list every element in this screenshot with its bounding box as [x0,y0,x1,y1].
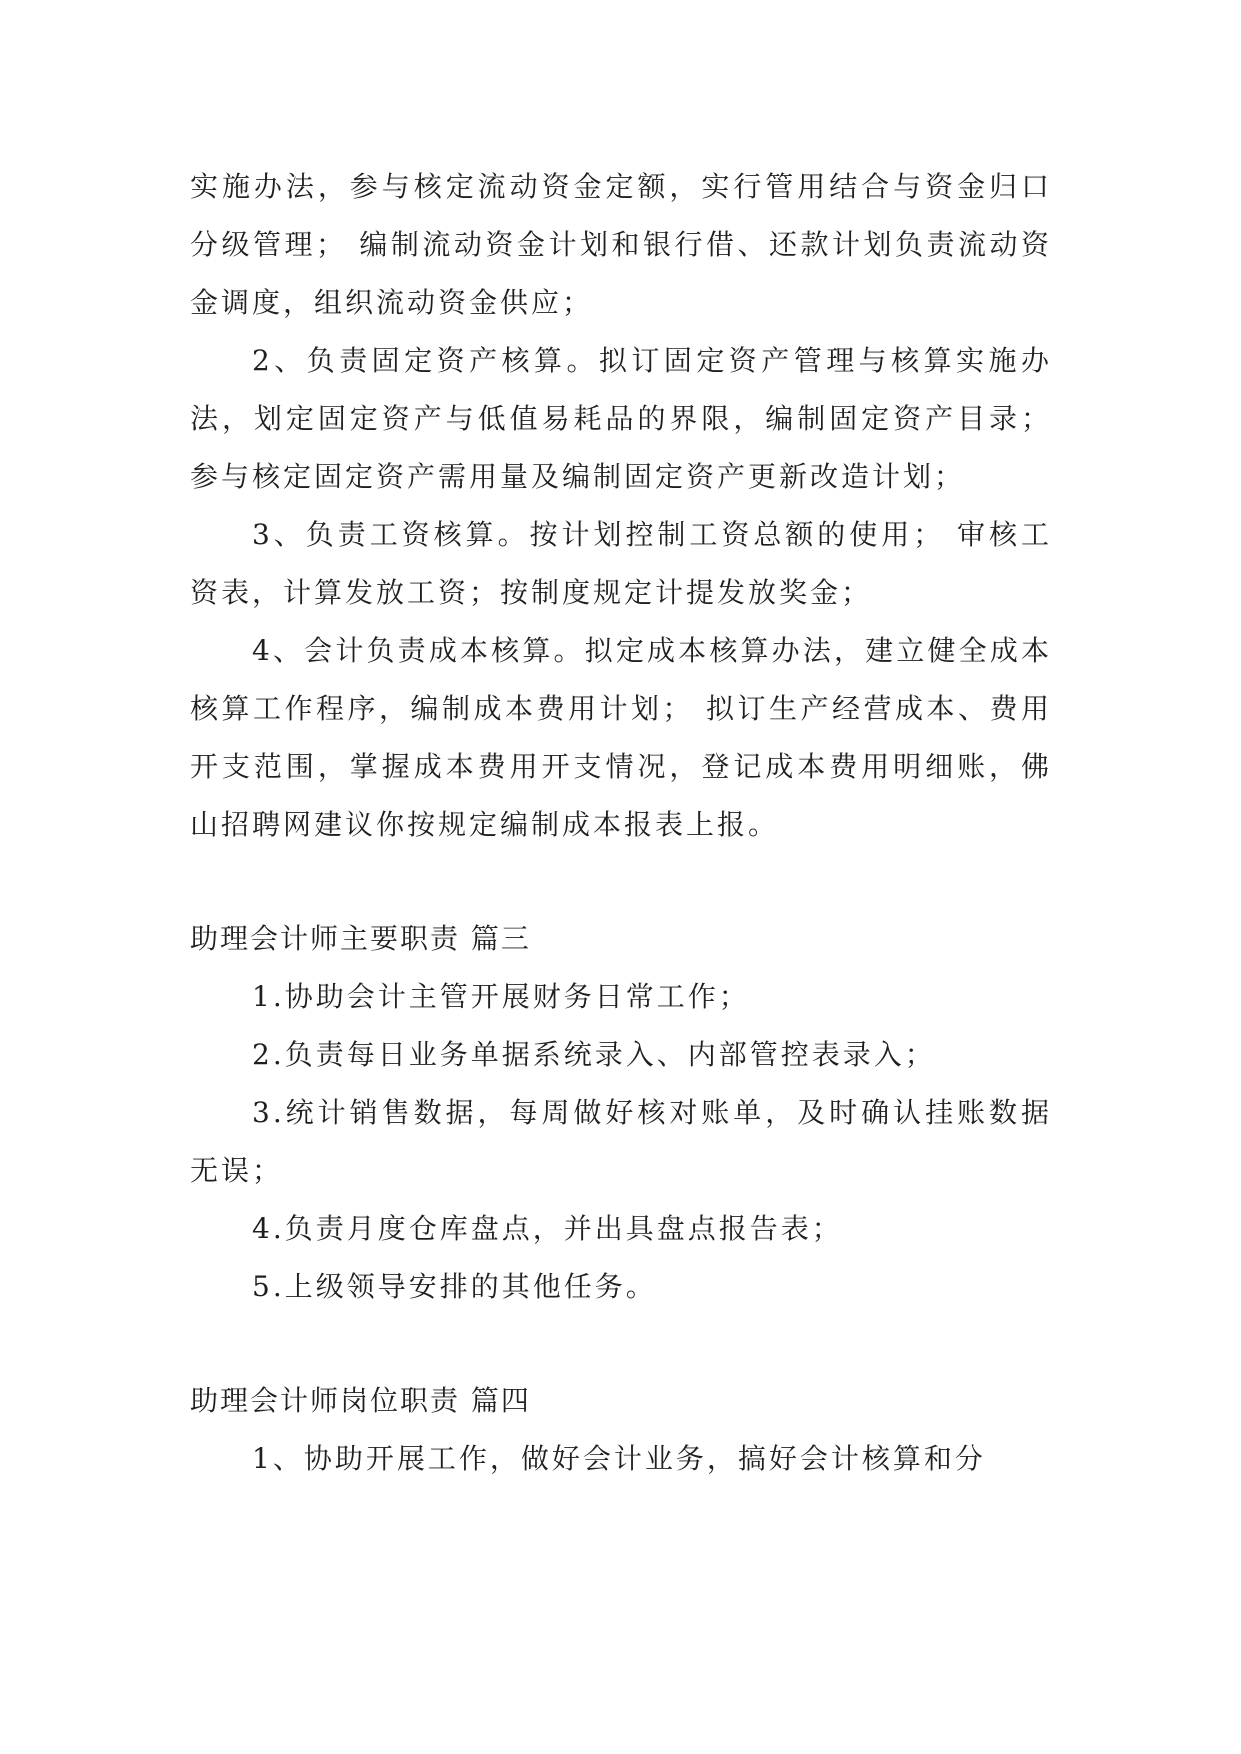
paragraph-continuation: 实施办法，参与核定流动资金定额，实行管用结合与资金归口分级管理； 编制流动资金计划和银行借、还款计划负责流动资金调度，组织流动资金供应； [190,170,1052,319]
section-gap [190,1316,1052,1372]
section-heading-3: 助理会计师主要职责 篇三 [190,922,531,955]
list-item: 2.负责每日业务单据系统录入、内部管控表录入； [252,1038,936,1071]
paragraph-wages: 3、负责工资核算。按计划控制工资总额的使用； 审核工资表，计算发放工资；按制度规定计提发放奖金； [190,518,1052,609]
paragraph-cost-accounting: 4、会计负责成本核算。拟定成本核算办法，建立健全成本核算工作程序，编制成本费用计划； 拟订生产经营成本、费用开支范围，掌握成本费用开支情况，登记成本费用明细账，佛山招聘网建议你按规定编制成本报表上报。 [190,634,1052,841]
list-item: 3.统计销售数据，每周做好核对账单，及时确认挂账数据无误； [190,1096,1052,1187]
list-item: 1.协助会计主管开展财务日常工作； [252,980,750,1013]
document-body [190,158,1052,1488]
section-heading-4: 助理会计师岗位职责 篇四 [190,1384,531,1417]
list-item: 5.上级领导安排的其他任务。 [252,1270,657,1303]
list-item: 1、协助开展工作，做好会计业务，搞好会计核算和分 [252,1442,986,1475]
paragraph-fixed-assets: 2、负责固定资产核算。拟订固定资产管理与核算实施办法，划定固定资产与低值易耗品的界限，编制固定资产目录； 参与核定固定资产需用量及编制固定资产更新改造计划； [190,344,1052,493]
list-item: 4.负责月度仓库盘点，并出具盘点报告表； [252,1212,843,1245]
section-gap [190,854,1052,910]
